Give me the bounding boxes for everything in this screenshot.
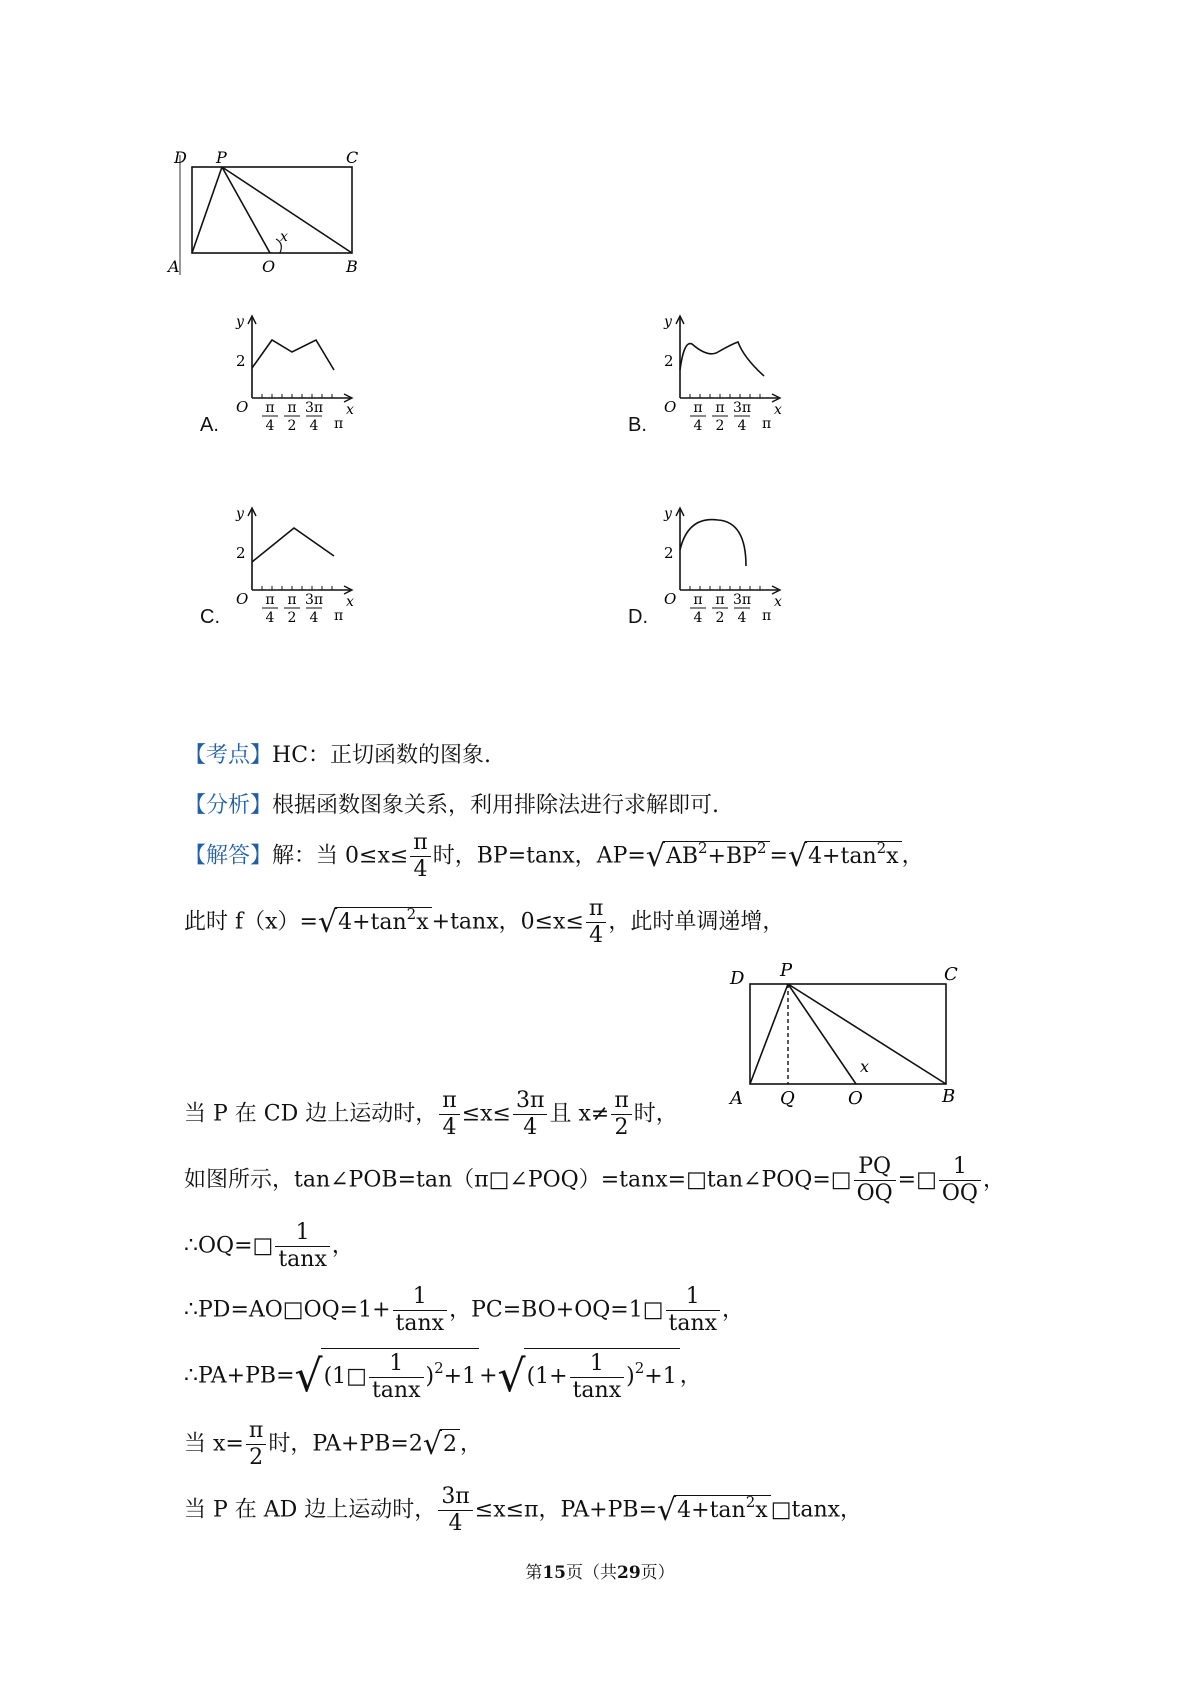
y-label: y (236, 314, 244, 330)
sup: 2 (434, 1359, 444, 1377)
text: (1+ (526, 1364, 568, 1389)
x-tick-num: 3π (732, 592, 752, 608)
text: 页） (640, 1563, 675, 1583)
num: π (611, 1088, 631, 1115)
text: = (897, 1167, 917, 1193)
text: 4+tan (808, 844, 877, 869)
text: (1 (323, 1364, 347, 1389)
y-tick-2: 2 (664, 352, 674, 370)
x-tick-num: π (715, 592, 725, 608)
x-tick-den: 4 (693, 610, 703, 626)
x-tick-den: 4 (737, 610, 747, 626)
x-tick-den: 4 (309, 418, 319, 434)
text: ， (679, 1363, 702, 1389)
x-tick-num: 3π (304, 592, 324, 608)
y-label: y (664, 314, 672, 330)
text: ≤x≤ (461, 1101, 511, 1127)
text: + (479, 1363, 498, 1389)
origin-label: O (664, 590, 677, 608)
radical: √ (787, 838, 808, 874)
sqrt (674, 1495, 771, 1526)
x-tick-den: 4 (265, 610, 275, 626)
x-label: x (774, 594, 782, 610)
text: □ (770, 1497, 792, 1523)
text: ， (982, 1167, 1005, 1193)
y-tick-2: 2 (664, 544, 674, 562)
text: □ (282, 1297, 304, 1323)
x-tick-num: π (715, 400, 725, 416)
text: 如图所示，tan∠POB=tan（π (184, 1167, 489, 1193)
kaodian-tag: 【考点】 (184, 743, 273, 768)
den: OQ (856, 1181, 893, 1206)
text: tanx， (791, 1497, 863, 1523)
label-b: B (346, 257, 358, 276)
function-curve (252, 528, 334, 562)
den: tanx (395, 1311, 445, 1336)
num: 3π (513, 1088, 547, 1115)
kaodian-text: HC：正切函数的图象. (272, 743, 492, 768)
function-curve (252, 340, 334, 370)
x-tick-pi: π (334, 416, 344, 432)
x-tick-den: 2 (715, 418, 725, 434)
text: □ (642, 1297, 664, 1323)
option-letter: D. (628, 606, 648, 628)
text: +BP (707, 844, 757, 869)
x-tick-den: 2 (715, 610, 725, 626)
label-a: A (168, 257, 180, 276)
text: □ (252, 1233, 274, 1259)
den: 4 (589, 923, 604, 948)
y-label: y (664, 506, 672, 522)
label-q: Q (780, 1088, 795, 1109)
x-tick-num: π (693, 400, 703, 416)
text: □ (488, 1167, 510, 1193)
text: ， (901, 843, 924, 869)
jieda-line-6 (184, 1284, 744, 1337)
num: 1 (570, 1351, 625, 1378)
fraction (410, 830, 430, 883)
x-tick-num: π (265, 400, 275, 416)
label-p: P (780, 960, 793, 981)
text: 4+tan (677, 1498, 746, 1523)
fraction (666, 1284, 721, 1337)
sqrt: (1□ $\frac{1}{\tan x}$ )$^2$+1 (321, 1348, 480, 1405)
option-a[interactable] (200, 314, 400, 478)
radical: √ (294, 1350, 323, 1402)
fraction (393, 1284, 448, 1337)
y-tick-2: 2 (236, 544, 246, 562)
radical: √ (657, 1492, 677, 1528)
total-pages: 29 (617, 1563, 641, 1583)
y-label: y (236, 506, 244, 522)
text: AB (665, 844, 698, 869)
radical: √ (645, 838, 665, 874)
sup: 2 (634, 1359, 645, 1377)
jieda-line-2 (184, 896, 784, 949)
jieda-line-9 (184, 1484, 862, 1537)
num: 1 (666, 1284, 721, 1311)
text: OQ=1+ (303, 1297, 391, 1323)
text: ∴OQ= (184, 1233, 253, 1259)
den: 4 (523, 1115, 538, 1140)
text: □ (916, 1167, 937, 1193)
x-tick-pi: π (762, 416, 772, 432)
text: ， (722, 1297, 745, 1323)
x-tick-num: 3π (304, 400, 324, 416)
den: 4 (448, 1511, 463, 1536)
sqrt (440, 1429, 460, 1460)
label-a: A (730, 1088, 743, 1109)
num: 1 (275, 1220, 330, 1247)
text: ∠POQ）=tanx= (509, 1167, 687, 1193)
text: ， (459, 1431, 482, 1457)
x-tick-num: π (265, 592, 275, 608)
num: 1 (369, 1351, 424, 1378)
text: 当 P 在 AD 边上运动时， (184, 1497, 437, 1523)
sqrt: (1+ $\frac{1}{\tan x}$ )$^2$+1 (524, 1348, 680, 1405)
radical: √ (317, 904, 338, 940)
fraction (586, 896, 606, 949)
num: 1 (939, 1154, 981, 1181)
text: ，此时单调递增， (608, 909, 785, 935)
option-letter: A. (200, 414, 219, 436)
jieda-line-3 (184, 1088, 678, 1141)
text: ∴PA+PB= (184, 1363, 295, 1389)
origin-label: O (236, 590, 249, 608)
function-curve (680, 520, 746, 566)
jieda-line-8 (184, 1418, 482, 1471)
fenxi-line (184, 792, 719, 820)
fraction (369, 1351, 424, 1404)
x-tick-num: π (287, 592, 297, 608)
x-tick-den: 4 (737, 418, 747, 434)
option-letter: C. (200, 606, 220, 628)
x-label: x (774, 402, 782, 418)
text: 时，BP=tanx，AP= (432, 843, 646, 869)
jieda-tag: 【解答】 (184, 843, 273, 869)
num: PQ (854, 1154, 896, 1181)
text: ≤x≤π，PA+PB= (474, 1497, 658, 1523)
sqrt (663, 841, 770, 872)
fraction (439, 1088, 459, 1141)
label-x: x (860, 1057, 870, 1076)
text: x (886, 844, 899, 869)
num: 3π (438, 1484, 472, 1511)
x-tick-den: 2 (287, 610, 297, 626)
text: ∴PD=AO (184, 1297, 283, 1323)
den: 4 (413, 857, 428, 882)
fraction (570, 1351, 625, 1404)
text: 此时 f（x）= (184, 909, 318, 935)
sup: 2 (406, 905, 417, 923)
text: 且 x≠ (549, 1101, 610, 1127)
kaodian-line (184, 742, 491, 770)
jieda-line-4 (184, 1154, 1005, 1207)
label-o: O (848, 1088, 863, 1109)
jieda-line-5 (184, 1220, 354, 1273)
fenxi-tag: 【分析】 (184, 793, 273, 818)
x-tick-num: π (287, 400, 297, 416)
text: 页（共 (566, 1563, 617, 1583)
sup: 2 (756, 839, 767, 857)
page-footer (0, 1558, 1200, 1583)
text: □ (346, 1364, 367, 1389)
option-graph-d (628, 506, 828, 670)
label-b: B (942, 1086, 956, 1107)
x-label: x (346, 594, 354, 610)
option-graph-b (628, 314, 828, 478)
text: x (416, 910, 429, 935)
x-tick-pi: π (334, 608, 344, 624)
x-tick-den: 2 (287, 418, 297, 434)
x-tick-den: 4 (265, 418, 275, 434)
label-d: D (174, 148, 187, 167)
text: = (769, 843, 788, 869)
text: □ (830, 1167, 852, 1193)
den: 4 (442, 1115, 457, 1140)
den: tanx (572, 1377, 622, 1403)
num: π (439, 1088, 459, 1115)
den: tanx (371, 1377, 421, 1403)
fraction (611, 1088, 631, 1141)
text: 时，PA+PB=2 (268, 1431, 423, 1457)
x-tick-pi: π (762, 608, 772, 624)
text: 4+tan (338, 910, 407, 935)
num: 1 (393, 1284, 448, 1311)
jieda-line-1 (184, 830, 924, 883)
option-b[interactable] (628, 314, 828, 478)
sup: 2 (698, 839, 708, 857)
x-tick-den: 4 (693, 418, 703, 434)
text: 第 (525, 1563, 543, 1583)
x-tick-num: 3π (732, 400, 752, 416)
y-tick-2: 2 (236, 352, 246, 370)
origin-label: O (236, 398, 249, 416)
text: +tanx，0≤x≤ (431, 909, 584, 935)
label-c: C (346, 148, 359, 167)
x-label: x (346, 402, 354, 418)
radical: √ (497, 1350, 526, 1402)
text: 时， (633, 1101, 678, 1127)
radical: √ (422, 1426, 442, 1462)
option-c[interactable] (200, 506, 400, 670)
text: 2 (442, 1432, 457, 1457)
option-graph-c (200, 506, 400, 670)
jieda-line-7 (184, 1348, 702, 1405)
num: π (410, 830, 430, 857)
option-letter: B. (628, 414, 647, 436)
figure-rectangle-top (168, 148, 390, 295)
x-tick-den: 4 (309, 610, 319, 626)
text: 当 P 在 CD 边上运动时， (184, 1101, 438, 1127)
num: π (586, 896, 606, 923)
function-curve (680, 342, 764, 376)
label-x: x (280, 229, 288, 245)
fraction (854, 1154, 896, 1207)
text: x (755, 1498, 768, 1523)
page-number: 15 (542, 1563, 566, 1583)
origin-label: O (664, 398, 677, 416)
fraction (275, 1220, 330, 1273)
label-d: D (730, 968, 745, 989)
fraction (513, 1088, 547, 1141)
fraction (438, 1484, 472, 1537)
text: ，PC=BO+OQ=1 (449, 1297, 643, 1323)
option-graph-a (200, 314, 400, 478)
text: tan∠POQ= (706, 1167, 831, 1193)
option-d[interactable] (628, 506, 828, 670)
label-c: C (944, 964, 958, 985)
sup: 2 (745, 1493, 756, 1511)
den: 2 (249, 1445, 264, 1470)
text: +1 (443, 1364, 477, 1389)
num: π (246, 1418, 266, 1445)
sup: 2 (876, 839, 887, 857)
figure-rectangle-mid (728, 960, 958, 1110)
text: +1 (644, 1364, 677, 1389)
x-tick-num: π (693, 592, 703, 608)
sqrt (335, 907, 432, 938)
label-p: P (216, 148, 227, 167)
den: tanx (278, 1247, 327, 1272)
fraction (939, 1154, 981, 1207)
den: OQ (941, 1181, 978, 1206)
fenxi-text: 根据函数图象关系，利用排除法进行求解即可. (272, 793, 720, 818)
fraction (246, 1418, 266, 1471)
den: 2 (614, 1115, 629, 1140)
text: □ (686, 1167, 707, 1193)
text: 当 x= (184, 1431, 244, 1457)
text: 解：当 0≤x≤ (272, 843, 409, 869)
text: ， (331, 1233, 354, 1259)
label-o: O (262, 257, 276, 276)
sqrt (805, 841, 902, 872)
den: tanx (668, 1311, 718, 1336)
